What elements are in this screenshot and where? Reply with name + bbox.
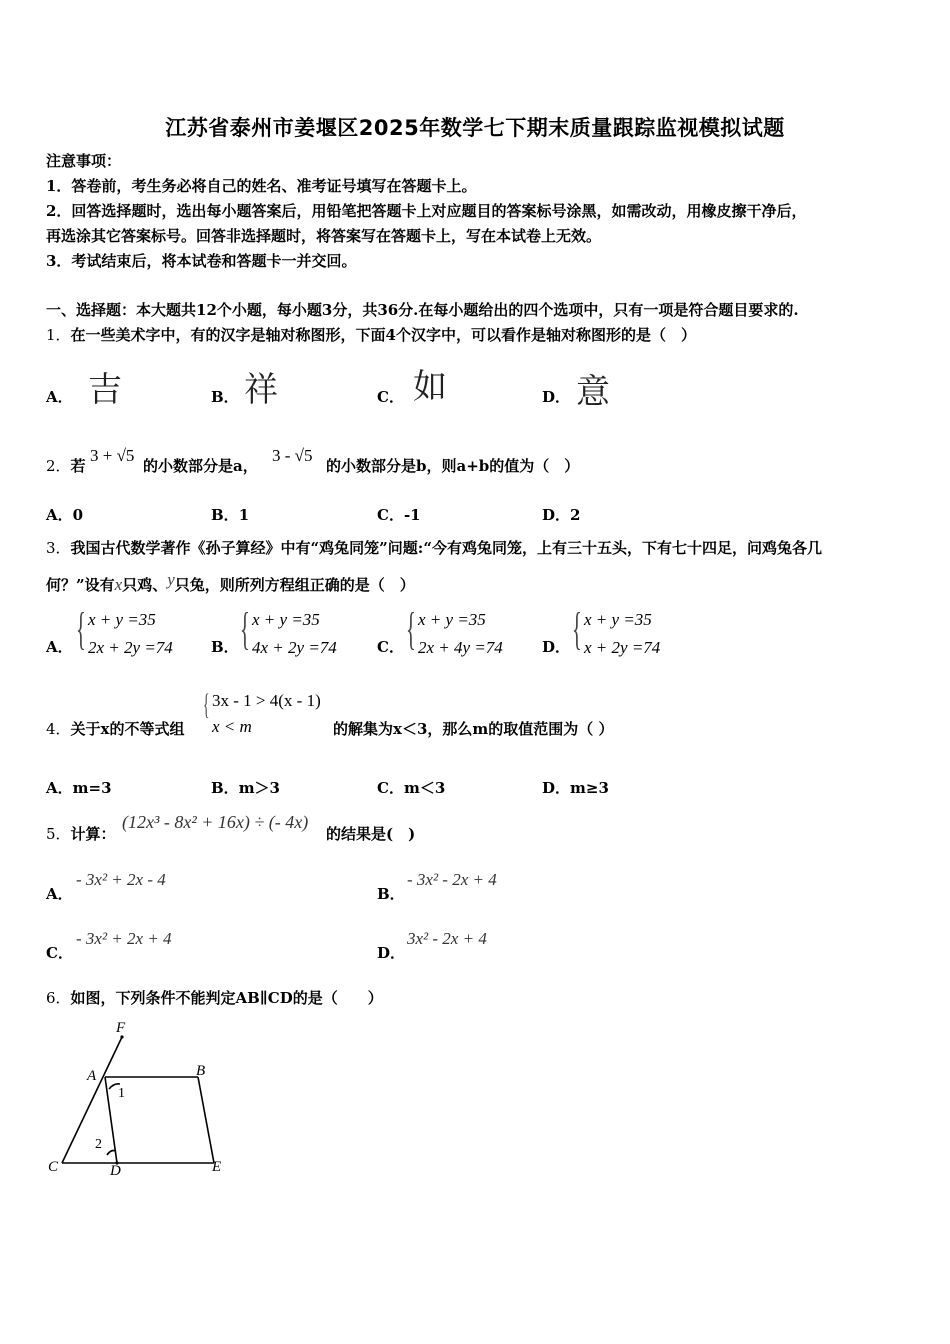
q1-option-b-label: B． bbox=[211, 388, 239, 406]
q5-option-d-label: D． bbox=[377, 944, 406, 962]
label-angle-1: 1 bbox=[118, 1086, 125, 1101]
label-b: B bbox=[196, 1063, 206, 1079]
option-value: m=3 bbox=[72, 779, 112, 797]
equation-2: 2x + 4y =74 bbox=[418, 638, 503, 657]
label-e: E bbox=[212, 1159, 222, 1175]
option-value: m＜3 bbox=[403, 779, 446, 797]
q3-option-c-system bbox=[418, 606, 503, 662]
option-value: 0 bbox=[72, 506, 84, 524]
q3-option-d-system bbox=[584, 606, 660, 662]
q2-option-d bbox=[542, 504, 580, 525]
question-number: 6． bbox=[46, 989, 71, 1007]
q2-option-a bbox=[46, 504, 83, 525]
brace-icon: { bbox=[240, 603, 250, 654]
q4-option-a bbox=[46, 777, 112, 798]
q1-option-c-char: 如 bbox=[413, 367, 447, 407]
label-c: C bbox=[48, 1159, 59, 1175]
question-3-line-2 bbox=[46, 570, 415, 596]
line-be bbox=[198, 1077, 214, 1163]
inequality-1: 3x - 1 > 4(x - 1) bbox=[212, 691, 321, 710]
option-label: A． bbox=[46, 506, 73, 524]
notes-item-2b: 再选涂其它答案标号。回答非选择题时，将答案写在答题卡上，写在本试卷上无效。 bbox=[46, 227, 602, 245]
geometry-figure bbox=[40, 1015, 240, 1185]
text: 只鸡、 bbox=[122, 576, 168, 594]
question-number: 5． bbox=[46, 825, 71, 843]
option-label: D． bbox=[542, 506, 571, 524]
text: 只兔，则所列方程组正确的是（ ） bbox=[174, 576, 415, 594]
question-text: 我国古代数学著作《孙子算经》中有“鸡兔同笼”问题:“今有鸡兔同笼，上有三十五头，下有七十四足，问鸡兔各几 bbox=[70, 539, 822, 557]
question-number: 1． bbox=[46, 326, 71, 344]
q5-expression: (12x³ - 8x² + 16x) ÷ (- 4x) bbox=[122, 812, 309, 832]
q2-text-mid: 的小数部分是a， bbox=[143, 457, 258, 475]
question-text-pre: 若 bbox=[70, 457, 86, 475]
q5-option-a-value: - 3x² + 2x - 4 bbox=[76, 870, 166, 889]
q5-option-a-label: A． bbox=[46, 885, 73, 903]
q1-option-a-label: A． bbox=[46, 388, 73, 406]
section-heading: 一、选择题：本大题共12个小题，每小题3分，共36分.在每小题给出的四个选项中，只有一项是符合题目要求的. bbox=[46, 301, 799, 319]
q3-option-a-system bbox=[88, 606, 173, 662]
q5-option-c-value: - 3x² + 2x + 4 bbox=[76, 929, 172, 948]
q1-option-c-label: C． bbox=[377, 388, 404, 406]
option-value: m≥3 bbox=[570, 779, 609, 797]
equation-2: 2x + 2y =74 bbox=[88, 638, 173, 657]
q3-option-d-label: D． bbox=[542, 638, 571, 656]
question-1 bbox=[46, 324, 696, 346]
q2-expression-2: 3 - √5 bbox=[272, 446, 313, 465]
q4-option-d bbox=[542, 777, 609, 798]
q1-option-b-char: 祥 bbox=[244, 370, 278, 410]
option-label: B． bbox=[211, 779, 239, 797]
q2-expression-1: 3 + √5 bbox=[90, 446, 135, 465]
brace-icon: { bbox=[572, 603, 582, 654]
label-f: F bbox=[116, 1020, 126, 1036]
equation-1: x + y =35 bbox=[88, 610, 156, 629]
question-number: 2． bbox=[46, 457, 71, 475]
option-label: A． bbox=[46, 779, 73, 797]
line-fc bbox=[62, 1037, 122, 1163]
equation-1: x + y =35 bbox=[584, 610, 652, 629]
brace-icon: { bbox=[406, 603, 416, 654]
q3-option-a-label: A． bbox=[46, 638, 73, 656]
q4-option-b bbox=[211, 777, 280, 798]
q2-option-c bbox=[377, 504, 421, 525]
q1-option-d-char: 意 bbox=[576, 372, 610, 412]
q3-option-b-system bbox=[252, 606, 337, 662]
option-value: -1 bbox=[403, 506, 421, 524]
q5-option-b-label: B． bbox=[377, 885, 405, 903]
question-4 bbox=[46, 718, 185, 740]
q3-option-c-label: C． bbox=[377, 638, 404, 656]
notes-heading: 注意事项： bbox=[46, 152, 122, 170]
equation-2: x + 2y =74 bbox=[584, 638, 661, 657]
option-label: B． bbox=[211, 506, 239, 524]
q1-option-d-label: D． bbox=[542, 388, 571, 406]
q3-option-b-label: B． bbox=[211, 638, 239, 656]
question-number: 4． bbox=[46, 720, 71, 738]
equation-2: 4x + 2y =74 bbox=[252, 638, 337, 657]
page-title: 江苏省泰州市姜堰区2025年数学七下期末质量跟踪监视模拟试题 bbox=[165, 116, 785, 140]
angle-2-arc bbox=[107, 1151, 116, 1156]
brace-icon: { bbox=[203, 688, 210, 721]
notes-item-1: 1．答卷前，考生务必将自己的姓名、准考证号填写在答题卡上。 bbox=[46, 177, 477, 195]
label-a: A bbox=[87, 1068, 97, 1084]
question-3-line-1 bbox=[46, 537, 822, 559]
q4-inequality-system bbox=[212, 688, 321, 740]
question-text: 在一些美术字中，有的汉字是轴对称图形，下面4个汉字中，可以看作是轴对称图形的是（ ） bbox=[70, 326, 696, 344]
option-value: 1 bbox=[238, 506, 250, 524]
q2-text-post: 的小数部分是b，则a+b的值为（ ） bbox=[326, 457, 580, 475]
equation-1: x + y =35 bbox=[252, 610, 320, 629]
option-value: m＞3 bbox=[238, 779, 280, 797]
question-6 bbox=[46, 987, 383, 1009]
option-label: C． bbox=[377, 506, 404, 524]
question-text-pre: 计算： bbox=[70, 825, 116, 843]
q5-text-post: 的结果是( ) bbox=[326, 825, 416, 843]
notes-item-2a: 2．回答选择题时，选出每小题答案后，用铅笔把答题卡上对应题目的答案标号涂黑，如需改动，用橡皮擦干净后， bbox=[46, 202, 807, 220]
question-number: 3． bbox=[46, 539, 71, 557]
q1-option-a-char: 吉 bbox=[88, 370, 122, 410]
var-y: y bbox=[167, 570, 175, 589]
option-label: D． bbox=[542, 779, 571, 797]
brace-icon: { bbox=[76, 603, 86, 654]
option-value: 2 bbox=[570, 506, 581, 524]
inequality-2: x < m bbox=[212, 717, 252, 736]
question-text: 如图，下列条件不能判定AB∥CD的是（ ） bbox=[70, 989, 383, 1007]
equation-1: x + y =35 bbox=[418, 610, 486, 629]
q5-option-d-value: 3x² - 2x + 4 bbox=[407, 929, 487, 948]
q4-text-post: 的解集为x＜3，那么m的取值范围为（ ） bbox=[333, 720, 614, 738]
notes-item-3: 3．考试结束后，将本试卷和答题卡一并交回。 bbox=[46, 252, 357, 270]
option-label: C． bbox=[377, 779, 404, 797]
label-d: D bbox=[110, 1163, 121, 1179]
q5-option-c-label: C． bbox=[46, 944, 73, 962]
question-5 bbox=[46, 823, 116, 845]
q2-option-b bbox=[211, 504, 249, 525]
question-text-pre: 关于x的不等式组 bbox=[70, 720, 185, 738]
q5-option-b-value: - 3x² - 2x + 4 bbox=[407, 870, 497, 889]
var-x: x bbox=[114, 575, 123, 594]
text: 何？”设有 bbox=[46, 576, 115, 594]
question-2 bbox=[46, 455, 86, 477]
label-angle-2: 2 bbox=[95, 1137, 102, 1152]
q4-option-c bbox=[377, 777, 445, 798]
